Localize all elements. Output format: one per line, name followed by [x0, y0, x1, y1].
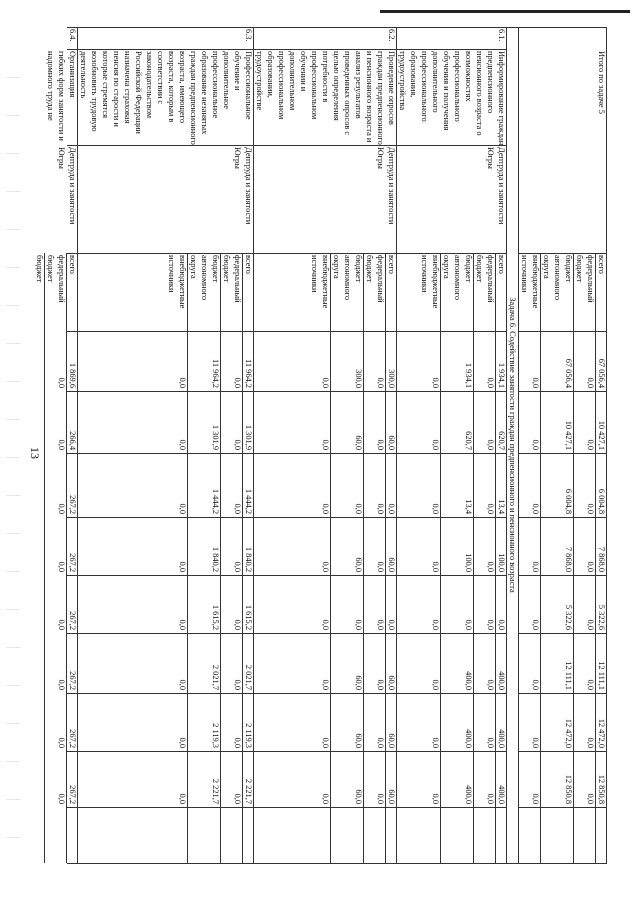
source-label: бюджет [35, 255, 44, 283]
value-cell: 10 427,1 [597, 420, 606, 450]
column-line [78, 253, 254, 254]
value-cell: 0,0 [178, 439, 187, 450]
value-cell: 0,0 [178, 679, 187, 690]
value-cell: 400,0 [464, 785, 473, 804]
value-cell: 0,0 [57, 503, 66, 514]
source-label: источники [167, 255, 176, 293]
column-line [254, 253, 397, 254]
value-cell: 0,0 [376, 679, 385, 690]
value-cell: 266,4 [68, 431, 77, 450]
value-cell: 0,0 [531, 439, 540, 450]
value-cell: 0,0 [486, 503, 495, 514]
column-line [67, 145, 78, 146]
value-cell: 5 322,6 [597, 604, 606, 630]
value-cell: 7 868,0 [597, 546, 606, 572]
value-cell: 0,0 [233, 793, 242, 804]
row-line [220, 253, 221, 863]
value-cell: 0,0 [376, 439, 385, 450]
value-cell: 0,0 [376, 619, 385, 630]
item-name: граждан предпенсионного [189, 51, 198, 145]
item-number: 6.3. [244, 29, 253, 42]
source-label: бюджет [365, 255, 374, 283]
value-cell: 0,0 [431, 561, 440, 572]
executor: Югры [233, 147, 242, 169]
source-label: округа [332, 255, 341, 279]
totals-label: Итого по задаче 5 [597, 51, 606, 114]
source-label: всего [497, 255, 506, 274]
item-name: трудоустройства [398, 51, 407, 111]
item-name: профессиональном [277, 51, 286, 120]
executor: Дептруда и занятости [68, 147, 77, 225]
item-name: назначена страховая [123, 51, 132, 124]
value-cell: 0,0 [586, 503, 595, 514]
value-cell: 267,2 [68, 495, 77, 514]
source-label: автономного [553, 255, 562, 301]
item-name: целью определения [332, 51, 341, 121]
source-label: источники [520, 255, 529, 293]
value-cell: 0,0 [531, 503, 540, 514]
value-cell: 60,0 [354, 789, 363, 804]
value-cell: 0,0 [178, 793, 187, 804]
source-label: федеральный [376, 255, 385, 303]
value-cell: 1 615,2 [211, 604, 220, 630]
value-cell: 60,0 [387, 557, 396, 572]
value-cell: 620,7 [497, 431, 506, 450]
source-label: бюджет [575, 255, 584, 283]
value-cell: 0,0 [431, 679, 440, 690]
item-name: проведенных опросов с [343, 51, 352, 136]
source-label: бюджет [564, 255, 573, 283]
value-cell: 6 004,8 [564, 488, 573, 514]
value-cell: 0,0 [586, 679, 595, 690]
value-cell: 0,0 [586, 793, 595, 804]
column-line [254, 145, 397, 146]
value-cell: 60,0 [387, 435, 396, 450]
column-line [78, 807, 254, 808]
value-cell: 60,0 [354, 733, 363, 748]
value-cell: 60,0 [354, 557, 363, 572]
value-cell: 0,0 [57, 679, 66, 690]
value-cell: 0,0 [486, 793, 495, 804]
value-cell: 1 869,6 [68, 362, 77, 388]
source-label: бюджет [354, 255, 363, 283]
item-number: 6.4. [68, 29, 77, 42]
value-cell: 0,0 [586, 377, 595, 388]
value-cell: 0,0 [57, 561, 66, 572]
value-cell: 0,0 [321, 619, 330, 630]
value-cell: 0,0 [321, 561, 330, 572]
value-cell: 7 868,0 [564, 546, 573, 572]
value-cell: 0,0 [178, 619, 187, 630]
value-cell: 0,0 [321, 503, 330, 514]
value-cell: 267,2 [68, 785, 77, 804]
value-cell: 620,7 [464, 431, 473, 450]
value-cell: 2 119,3 [244, 723, 253, 748]
value-cell: 12 472,0 [564, 718, 573, 748]
column-line [78, 145, 254, 146]
value-cell: 0,0 [586, 619, 595, 630]
item-name: Организация [68, 51, 77, 98]
value-cell: 0,0 [531, 619, 540, 630]
item-name: анализ результатов [354, 51, 363, 119]
item-name: возобновить трудовую [90, 51, 99, 132]
source-label: федеральный [586, 255, 595, 303]
item-name: граждан предпенсионного [376, 51, 385, 145]
value-cell: 0,0 [376, 793, 385, 804]
item-name: дополнительное [222, 51, 231, 110]
executor: Югры [376, 147, 385, 169]
value-cell: 5 322,6 [564, 604, 573, 630]
value-cell: 0,0 [57, 439, 66, 450]
value-cell: 400,0 [497, 785, 506, 804]
column-line [397, 807, 507, 808]
value-cell: 1 934,1 [497, 362, 506, 388]
value-cell: 2 119,3 [211, 723, 220, 748]
page-number: 13 [28, 447, 42, 459]
value-cell: 0,0 [354, 619, 363, 630]
value-cell: 60,0 [354, 675, 363, 690]
value-cell: 1 301,9 [211, 424, 220, 450]
column-line [78, 575, 254, 576]
value-cell: 0,0 [497, 619, 506, 630]
value-cell: 0,0 [178, 503, 187, 514]
value-cell: 400,0 [497, 671, 506, 690]
value-cell: 2 021,7 [244, 664, 253, 690]
value-cell: 0,0 [321, 439, 330, 450]
column-line [78, 453, 254, 454]
source-label: бюджет [475, 255, 484, 283]
scan-artifacts [6, 40, 20, 860]
source-label: всего [387, 255, 396, 274]
row-line [187, 253, 188, 863]
item-name: дополнительного [431, 51, 440, 113]
value-cell: 400,0 [464, 671, 473, 690]
row-line [44, 253, 45, 863]
value-cell: 267,2 [68, 611, 77, 630]
item-name: возможностях [464, 51, 473, 102]
item-name: возраста, имеющего [178, 51, 187, 124]
source-label: внебюджетные [321, 255, 330, 309]
item-number: 6.1. [497, 29, 506, 42]
row-line [242, 253, 243, 863]
column-line [78, 391, 254, 392]
source-label: источники [310, 255, 319, 293]
value-cell: 10 427,1 [564, 420, 573, 450]
value-cell: 0,0 [233, 679, 242, 690]
item-name: Российской Федерации [134, 51, 143, 134]
item-name: и пенсионного возраста и [365, 51, 374, 143]
column-line [78, 693, 254, 694]
column-line [78, 751, 254, 752]
value-cell: 1 444,2 [244, 488, 253, 514]
budget-table [35, 27, 607, 863]
source-label: источники [420, 255, 429, 293]
item-name: предпенсионного [486, 51, 495, 114]
column-line [397, 145, 507, 146]
value-cell: 100,0 [464, 553, 473, 572]
column-line [78, 49, 254, 50]
value-cell: 400,0 [464, 729, 473, 748]
value-cell: 0,0 [354, 503, 363, 514]
value-cell: 67 056,4 [564, 358, 573, 388]
value-cell: 0,0 [376, 503, 385, 514]
task-heading: Задача 6. Содействие занятости граждан предпенсионного и пенсионного возраста [508, 297, 517, 593]
item-name: профессиональном [310, 51, 319, 120]
value-cell: 0,0 [321, 679, 330, 690]
column-line [519, 807, 607, 808]
source-label: округа [189, 255, 198, 279]
item-name: трудоустройстве [255, 51, 264, 111]
source-label: бюджет [46, 255, 55, 283]
source-label: федеральный [486, 255, 495, 303]
value-cell: 0,0 [57, 793, 66, 804]
value-cell: 0,0 [233, 561, 242, 572]
value-cell: 0,0 [586, 561, 595, 572]
value-cell: 0,0 [431, 377, 440, 388]
value-cell: 300,0 [387, 369, 396, 388]
value-cell: 0,0 [431, 503, 440, 514]
executor: Югры [486, 147, 495, 169]
column-line [254, 49, 397, 50]
value-cell: 13,4 [464, 499, 473, 514]
column-line [78, 517, 254, 518]
value-cell: 13,4 [497, 499, 506, 514]
value-cell: 0,0 [57, 377, 66, 388]
executor: Дептруда и занятости [497, 147, 506, 225]
value-cell: 1 840,2 [244, 546, 253, 572]
item-name: Информирование граждан [497, 51, 506, 146]
value-cell: 267,2 [68, 553, 77, 572]
value-cell: 0,0 [321, 737, 330, 748]
row-line [330, 253, 331, 863]
value-cell: 0,0 [486, 561, 495, 572]
item-name: профессионального [453, 51, 462, 122]
row-line [518, 27, 519, 863]
value-cell: 0,0 [586, 737, 595, 748]
row-line [573, 253, 574, 863]
value-cell: 0,0 [233, 377, 242, 388]
item-name: образовании, [266, 51, 275, 98]
value-cell: 60,0 [354, 435, 363, 450]
value-cell: 0,0 [57, 619, 66, 630]
column-line [519, 253, 607, 254]
row-line [595, 253, 596, 863]
source-label: бюджет [211, 255, 220, 283]
source-label: бюджет [222, 255, 231, 283]
value-cell: 1 301,9 [244, 424, 253, 450]
value-cell: 0,0 [387, 503, 396, 514]
source-label: автономного [453, 255, 462, 301]
row-line [606, 253, 607, 863]
value-cell: 0,0 [464, 619, 473, 630]
source-label: внебюджетные [431, 255, 440, 309]
item-name: образование незанятых [200, 51, 209, 135]
value-cell: 0,0 [387, 619, 396, 630]
item-name: надомного труда не [46, 51, 55, 121]
value-cell: 0,0 [431, 619, 440, 630]
table-border [67, 863, 607, 864]
source-label: всего [244, 255, 253, 274]
top-rule [380, 10, 630, 13]
value-cell: 12 111,1 [564, 661, 573, 690]
item-name: обучении и [299, 51, 308, 92]
item-name: потребности в [321, 51, 330, 103]
item-name: обучение и [233, 51, 242, 91]
item-name: обучения и получения [442, 51, 451, 131]
row-line [363, 253, 364, 863]
value-cell: 60,0 [387, 789, 396, 804]
value-cell: 400,0 [497, 729, 506, 748]
source-label: округа [442, 255, 451, 279]
item-name: деятельность [79, 51, 88, 99]
value-cell: 0,0 [233, 439, 242, 450]
item-name: пенсионного возраста о [475, 51, 484, 136]
value-cell: 0,0 [233, 503, 242, 514]
column-line [397, 253, 507, 254]
item-name: профессионального [420, 51, 429, 122]
source-label: автономного [200, 255, 209, 301]
value-cell: 0,0 [321, 793, 330, 804]
value-cell: 0,0 [531, 561, 540, 572]
value-cell: 100,0 [497, 553, 506, 572]
value-cell: 2 221,7 [211, 778, 220, 804]
value-cell: 0,0 [531, 377, 540, 388]
item-name: законодательством [145, 51, 154, 119]
value-cell: 0,0 [531, 679, 540, 690]
value-cell: 0,0 [431, 439, 440, 450]
source-label: внебюджетные [531, 255, 540, 309]
executor: Дептруда и занятости [387, 147, 396, 225]
column-line [78, 331, 254, 332]
source-label: всего [68, 255, 77, 274]
value-cell: 0,0 [586, 439, 595, 450]
value-cell: 2 221,7 [244, 778, 253, 804]
source-label: всего [597, 255, 606, 274]
value-cell: 1 934,1 [464, 362, 473, 388]
source-label: округа [542, 255, 551, 279]
item-name: профессиональное [211, 51, 220, 119]
value-cell: 12 472,0 [597, 718, 606, 748]
row-line [495, 253, 496, 863]
value-cell: 0,0 [431, 737, 440, 748]
value-cell: 11 964,2 [211, 358, 220, 388]
item-name: дополнительном [288, 51, 297, 111]
row-line [77, 253, 78, 863]
row-line [540, 253, 541, 863]
value-cell: 0,0 [233, 737, 242, 748]
value-cell: 0,0 [376, 737, 385, 748]
item-name: соответствии с [156, 51, 165, 105]
value-cell: 0,0 [321, 377, 330, 388]
column-line [67, 49, 78, 50]
value-cell: 0,0 [178, 737, 187, 748]
value-cell: 0,0 [486, 679, 495, 690]
row-line [253, 253, 254, 863]
value-cell: 0,0 [486, 439, 495, 450]
value-cell: 60,0 [387, 733, 396, 748]
item-name: образования, [409, 51, 418, 98]
column-line [397, 49, 507, 50]
value-cell: 0,0 [57, 737, 66, 748]
value-cell: 0,0 [233, 619, 242, 630]
value-cell: 12 850,8 [564, 774, 573, 804]
value-cell: 0,0 [486, 377, 495, 388]
column-line [78, 633, 254, 634]
value-cell: 0,0 [178, 377, 187, 388]
row-line [473, 253, 474, 863]
value-cell: 12 850,8 [597, 774, 606, 804]
value-cell: 1 444,2 [211, 488, 220, 514]
value-cell: 0,0 [431, 793, 440, 804]
value-cell: 0,0 [486, 619, 495, 630]
row-line [66, 253, 67, 863]
item-name: гибких форм занятости и [57, 51, 66, 141]
value-cell: 267,2 [68, 671, 77, 690]
value-cell: 60,0 [387, 675, 396, 690]
executor: Югры [57, 147, 66, 169]
value-cell: 1 840,2 [211, 546, 220, 572]
item-name: пенсия по старости и [112, 51, 121, 127]
value-cell: 6 004,8 [597, 488, 606, 514]
column-line [254, 807, 397, 808]
source-label: автономного [343, 255, 352, 301]
row-line [506, 253, 507, 863]
value-cell: 0,0 [376, 377, 385, 388]
source-label: федеральный [233, 255, 242, 303]
executor: Дептруда и занятости [244, 147, 253, 225]
value-cell: 11 964,2 [244, 358, 253, 388]
source-label: федеральный [57, 255, 66, 303]
value-cell: 12 111,1 [597, 661, 606, 690]
value-cell: 0,0 [531, 737, 540, 748]
value-cell: 267,2 [68, 729, 77, 748]
source-label: бюджет [464, 255, 473, 283]
value-cell: 67 056,4 [597, 358, 606, 388]
value-cell: 0,0 [376, 561, 385, 572]
item-name: возраста, которым в [167, 51, 176, 123]
source-label: внебюджетные [178, 255, 187, 309]
row-line [440, 253, 441, 863]
table-border [67, 27, 607, 28]
value-cell: 300,0 [354, 369, 363, 388]
item-name: Профессиональное [244, 51, 253, 120]
item-name: Проведение опросов [387, 51, 396, 125]
item-name: которые стремятся [101, 51, 110, 118]
row-line [396, 253, 397, 863]
value-cell: 2 021,7 [211, 664, 220, 690]
item-number: 6.2. [387, 29, 396, 42]
row-line [385, 253, 386, 863]
value-cell: 0,0 [486, 737, 495, 748]
value-cell: 0,0 [178, 561, 187, 572]
value-cell: 0,0 [531, 793, 540, 804]
value-cell: 1 615,2 [244, 604, 253, 630]
